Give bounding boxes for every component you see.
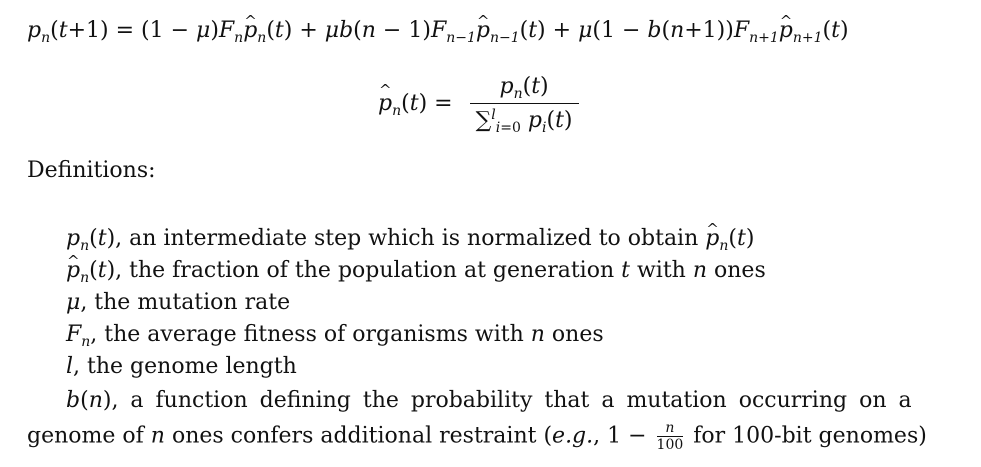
- definition-item: $p_n(t)$, an intermediate step which is normalized to obtain ^ $p_n(t)$: [66, 226, 754, 252]
- definition-item: b(n), a function defining the probability that a mutation occurring on a: [66, 388, 912, 413]
- normalization-equation: ^ $p_n(t)$ = $\frac{p_n(t)}{\sum^l_{i=0} p_i(t)}$: [378, 74, 579, 133]
- small-fraction: $\frac{n}{100}$: [656, 420, 684, 453]
- normalization-fraction: $\frac{p_n(t)}{\sum^l_{i=0} p_i(t)}$: [470, 74, 579, 133]
- definition-item: μ, the mutation rate: [66, 290, 291, 315]
- definition-item: ^ $p_n(t)$, the fraction of the population at generation t with n ones: [66, 258, 766, 284]
- recurrence-equation: $p_n(t+1) = (1$ − $\mu)F_n\^{}$ $p_n(t) + \mu b(n$ − $1)F_{n-1}\^{}$ $p_{n-1}(t) + \mu(1$ − $b(n+1))F_{n+1}\^{}$ $p_{n+1}(t)$: [27, 18, 849, 44]
- definitions-heading: Definitions:: [27, 158, 156, 183]
- definition-item: $F_n$, the average fitness of organisms with n ones: [66, 322, 604, 350]
- definition-item: l, the genome length: [66, 354, 297, 379]
- definition-continuation: genome of n ones confers additional restraint (e.g., 1 − $\frac{n}{100}$ for 100-bit genomes): [27, 420, 927, 453]
